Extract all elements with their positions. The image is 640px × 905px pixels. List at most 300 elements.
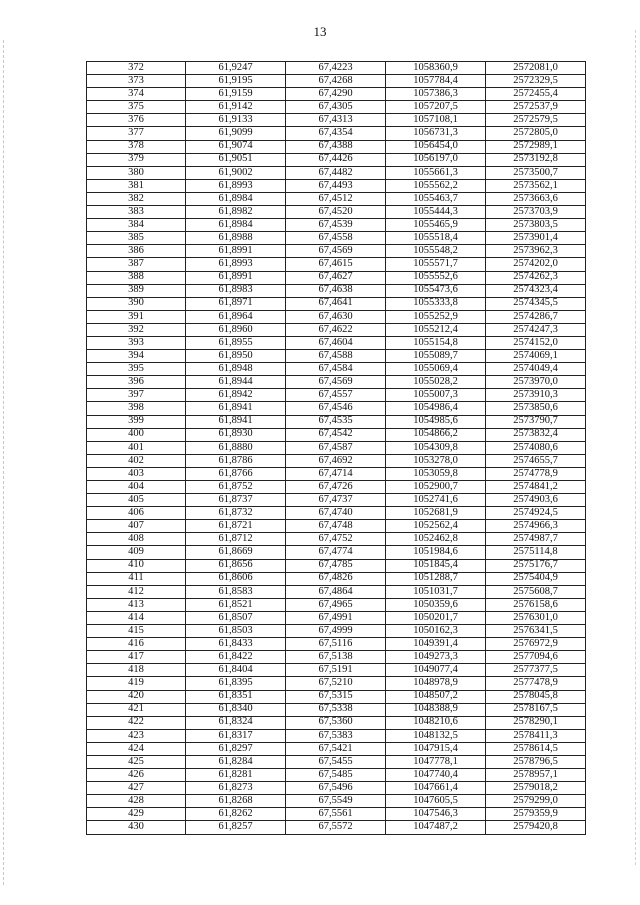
latitude-cell: 61,8656 bbox=[186, 559, 286, 572]
point-number-cell: 402 bbox=[87, 454, 186, 467]
y-coordinate-cell: 2572455,4 bbox=[486, 88, 586, 101]
x-coordinate-cell: 1054986,4 bbox=[386, 402, 486, 415]
table-row bbox=[87, 284, 586, 297]
y-coordinate-cell: 2574987,7 bbox=[486, 533, 586, 546]
x-coordinate-cell: 1057784,4 bbox=[386, 75, 486, 88]
scan-edge-left bbox=[3, 40, 4, 885]
table-row bbox=[87, 389, 586, 402]
table-row bbox=[87, 559, 586, 572]
point-number-cell: 390 bbox=[87, 297, 186, 310]
table-row bbox=[87, 441, 586, 454]
point-number-cell: 379 bbox=[87, 153, 186, 166]
y-coordinate-cell: 2577094,6 bbox=[486, 651, 586, 664]
latitude-cell: 61,9074 bbox=[186, 140, 286, 153]
latitude-cell: 61,8351 bbox=[186, 690, 286, 703]
x-coordinate-cell: 1049273,3 bbox=[386, 651, 486, 664]
longitude-cell: 67,4588 bbox=[286, 350, 386, 363]
y-coordinate-cell: 2574924,5 bbox=[486, 507, 586, 520]
x-coordinate-cell: 1055465,9 bbox=[386, 219, 486, 232]
table-row bbox=[87, 415, 586, 428]
table-row bbox=[87, 219, 586, 232]
table-row bbox=[87, 769, 586, 782]
table-row bbox=[87, 467, 586, 480]
latitude-cell: 61,8941 bbox=[186, 415, 286, 428]
x-coordinate-cell: 1056731,3 bbox=[386, 127, 486, 140]
y-coordinate-cell: 2574655,7 bbox=[486, 454, 586, 467]
table-row bbox=[87, 742, 586, 755]
table-row bbox=[87, 677, 586, 690]
latitude-cell: 61,8984 bbox=[186, 219, 286, 232]
longitude-cell: 67,5383 bbox=[286, 729, 386, 742]
point-number-cell: 423 bbox=[87, 729, 186, 742]
table-row bbox=[87, 206, 586, 219]
point-number-cell: 394 bbox=[87, 350, 186, 363]
y-coordinate-cell: 2574966,3 bbox=[486, 520, 586, 533]
y-coordinate-cell: 2572081,0 bbox=[486, 62, 586, 75]
x-coordinate-cell: 1047915,4 bbox=[386, 742, 486, 755]
x-coordinate-cell: 1055473,6 bbox=[386, 284, 486, 297]
latitude-cell: 61,8606 bbox=[186, 572, 286, 585]
table-row bbox=[87, 716, 586, 729]
latitude-cell: 61,8964 bbox=[186, 310, 286, 323]
x-coordinate-cell: 1051031,7 bbox=[386, 585, 486, 598]
y-coordinate-cell: 2574202,0 bbox=[486, 258, 586, 271]
longitude-cell: 67,4546 bbox=[286, 402, 386, 415]
table-row bbox=[87, 101, 586, 114]
point-number-cell: 420 bbox=[87, 690, 186, 703]
y-coordinate-cell: 2574323,4 bbox=[486, 284, 586, 297]
point-number-cell: 427 bbox=[87, 782, 186, 795]
y-coordinate-cell: 2573962,3 bbox=[486, 245, 586, 258]
latitude-cell: 61,8737 bbox=[186, 494, 286, 507]
latitude-cell: 61,8317 bbox=[186, 729, 286, 742]
x-coordinate-cell: 1052741,6 bbox=[386, 494, 486, 507]
longitude-cell: 67,4714 bbox=[286, 467, 386, 480]
x-coordinate-cell: 1054866,2 bbox=[386, 428, 486, 441]
y-coordinate-cell: 2575608,7 bbox=[486, 585, 586, 598]
x-coordinate-cell: 1049391,4 bbox=[386, 638, 486, 651]
point-number-cell: 407 bbox=[87, 520, 186, 533]
longitude-cell: 67,5561 bbox=[286, 808, 386, 821]
table-row bbox=[87, 428, 586, 441]
longitude-cell: 67,5191 bbox=[286, 664, 386, 677]
latitude-cell: 61,8983 bbox=[186, 284, 286, 297]
latitude-cell: 61,8766 bbox=[186, 467, 286, 480]
table-row bbox=[87, 625, 586, 638]
point-number-cell: 424 bbox=[87, 742, 186, 755]
x-coordinate-cell: 1056454,0 bbox=[386, 140, 486, 153]
latitude-cell: 61,8941 bbox=[186, 402, 286, 415]
point-number-cell: 391 bbox=[87, 310, 186, 323]
x-coordinate-cell: 1052462,8 bbox=[386, 533, 486, 546]
longitude-cell: 67,4305 bbox=[286, 101, 386, 114]
x-coordinate-cell: 1058360,9 bbox=[386, 62, 486, 75]
point-number-cell: 416 bbox=[87, 638, 186, 651]
point-number-cell: 415 bbox=[87, 625, 186, 638]
point-number-cell: 397 bbox=[87, 389, 186, 402]
x-coordinate-cell: 1055518,4 bbox=[386, 232, 486, 245]
latitude-cell: 61,8721 bbox=[186, 520, 286, 533]
x-coordinate-cell: 1055552,6 bbox=[386, 271, 486, 284]
x-coordinate-cell: 1048978,9 bbox=[386, 677, 486, 690]
x-coordinate-cell: 1048210,6 bbox=[386, 716, 486, 729]
point-number-cell: 422 bbox=[87, 716, 186, 729]
point-number-cell: 386 bbox=[87, 245, 186, 258]
table-row bbox=[87, 297, 586, 310]
coordinates-table bbox=[86, 61, 586, 835]
x-coordinate-cell: 1055007,3 bbox=[386, 389, 486, 402]
point-number-cell: 383 bbox=[87, 206, 186, 219]
x-coordinate-cell: 1057386,3 bbox=[386, 88, 486, 101]
table-row bbox=[87, 245, 586, 258]
y-coordinate-cell: 2573192,8 bbox=[486, 153, 586, 166]
table-row bbox=[87, 153, 586, 166]
point-number-cell: 389 bbox=[87, 284, 186, 297]
table-row bbox=[87, 376, 586, 389]
latitude-cell: 61,8268 bbox=[186, 795, 286, 808]
coordinates-table-body bbox=[87, 62, 586, 835]
longitude-cell: 67,4999 bbox=[286, 625, 386, 638]
y-coordinate-cell: 2578796,5 bbox=[486, 755, 586, 768]
table-row bbox=[87, 664, 586, 677]
y-coordinate-cell: 2576341,5 bbox=[486, 625, 586, 638]
x-coordinate-cell: 1053059,8 bbox=[386, 467, 486, 480]
longitude-cell: 67,5549 bbox=[286, 795, 386, 808]
point-number-cell: 392 bbox=[87, 323, 186, 336]
point-number-cell: 376 bbox=[87, 114, 186, 127]
longitude-cell: 67,4268 bbox=[286, 75, 386, 88]
longitude-cell: 67,5116 bbox=[286, 638, 386, 651]
table-row bbox=[87, 795, 586, 808]
table-row bbox=[87, 166, 586, 179]
y-coordinate-cell: 2574778,9 bbox=[486, 467, 586, 480]
point-number-cell: 404 bbox=[87, 481, 186, 494]
longitude-cell: 67,4512 bbox=[286, 192, 386, 205]
x-coordinate-cell: 1055562,2 bbox=[386, 179, 486, 192]
point-number-cell: 408 bbox=[87, 533, 186, 546]
longitude-cell: 67,5338 bbox=[286, 703, 386, 716]
latitude-cell: 61,8948 bbox=[186, 363, 286, 376]
y-coordinate-cell: 2578411,3 bbox=[486, 729, 586, 742]
latitude-cell: 61,9133 bbox=[186, 114, 286, 127]
longitude-cell: 67,4740 bbox=[286, 507, 386, 520]
y-coordinate-cell: 2573703,9 bbox=[486, 206, 586, 219]
x-coordinate-cell: 1055548,2 bbox=[386, 245, 486, 258]
longitude-cell: 67,5360 bbox=[286, 716, 386, 729]
table-row bbox=[87, 402, 586, 415]
y-coordinate-cell: 2574069,1 bbox=[486, 350, 586, 363]
table-row bbox=[87, 494, 586, 507]
longitude-cell: 67,4584 bbox=[286, 363, 386, 376]
point-number-cell: 388 bbox=[87, 271, 186, 284]
table-row bbox=[87, 808, 586, 821]
table-row bbox=[87, 572, 586, 585]
point-number-cell: 374 bbox=[87, 88, 186, 101]
latitude-cell: 61,9099 bbox=[186, 127, 286, 140]
page-number: 13 bbox=[313, 24, 327, 39]
latitude-cell: 61,8583 bbox=[186, 585, 286, 598]
y-coordinate-cell: 2578167,5 bbox=[486, 703, 586, 716]
table-row bbox=[87, 481, 586, 494]
point-number-cell: 373 bbox=[87, 75, 186, 88]
y-coordinate-cell: 2576158,6 bbox=[486, 598, 586, 611]
point-number-cell: 413 bbox=[87, 598, 186, 611]
longitude-cell: 67,4726 bbox=[286, 481, 386, 494]
longitude-cell: 67,4785 bbox=[286, 559, 386, 572]
point-number-cell: 425 bbox=[87, 755, 186, 768]
latitude-cell: 61,9159 bbox=[186, 88, 286, 101]
longitude-cell: 67,4388 bbox=[286, 140, 386, 153]
latitude-cell: 61,8422 bbox=[186, 651, 286, 664]
longitude-cell: 67,4752 bbox=[286, 533, 386, 546]
x-coordinate-cell: 1048132,5 bbox=[386, 729, 486, 742]
y-coordinate-cell: 2573850,6 bbox=[486, 402, 586, 415]
x-coordinate-cell: 1055028,2 bbox=[386, 376, 486, 389]
y-coordinate-cell: 2572329,5 bbox=[486, 75, 586, 88]
point-number-cell: 414 bbox=[87, 611, 186, 624]
latitude-cell: 61,8503 bbox=[186, 625, 286, 638]
point-number-cell: 396 bbox=[87, 376, 186, 389]
y-coordinate-cell: 2572579,5 bbox=[486, 114, 586, 127]
point-number-cell: 419 bbox=[87, 677, 186, 690]
y-coordinate-cell: 2574049,4 bbox=[486, 363, 586, 376]
x-coordinate-cell: 1055661,3 bbox=[386, 166, 486, 179]
table-row bbox=[87, 533, 586, 546]
latitude-cell: 61,8507 bbox=[186, 611, 286, 624]
latitude-cell: 61,8971 bbox=[186, 297, 286, 310]
longitude-cell: 67,4615 bbox=[286, 258, 386, 271]
point-number-cell: 382 bbox=[87, 192, 186, 205]
table-row bbox=[87, 336, 586, 349]
table-row bbox=[87, 651, 586, 664]
point-number-cell: 398 bbox=[87, 402, 186, 415]
latitude-cell: 61,8284 bbox=[186, 755, 286, 768]
y-coordinate-cell: 2574152,0 bbox=[486, 336, 586, 349]
longitude-cell: 67,4493 bbox=[286, 179, 386, 192]
table-row bbox=[87, 363, 586, 376]
point-number-cell: 421 bbox=[87, 703, 186, 716]
latitude-cell: 61,9002 bbox=[186, 166, 286, 179]
longitude-cell: 67,4539 bbox=[286, 219, 386, 232]
latitude-cell: 61,8521 bbox=[186, 598, 286, 611]
table-row bbox=[87, 350, 586, 363]
y-coordinate-cell: 2573803,5 bbox=[486, 219, 586, 232]
longitude-cell: 67,5455 bbox=[286, 755, 386, 768]
point-number-cell: 380 bbox=[87, 166, 186, 179]
longitude-cell: 67,4641 bbox=[286, 297, 386, 310]
x-coordinate-cell: 1047778,1 bbox=[386, 755, 486, 768]
x-coordinate-cell: 1055154,8 bbox=[386, 336, 486, 349]
latitude-cell: 61,8942 bbox=[186, 389, 286, 402]
table-row bbox=[87, 546, 586, 559]
y-coordinate-cell: 2576301,0 bbox=[486, 611, 586, 624]
table-row bbox=[87, 62, 586, 75]
x-coordinate-cell: 1054309,8 bbox=[386, 441, 486, 454]
point-number-cell: 399 bbox=[87, 415, 186, 428]
longitude-cell: 67,4535 bbox=[286, 415, 386, 428]
latitude-cell: 61,8404 bbox=[186, 664, 286, 677]
point-number-cell: 393 bbox=[87, 336, 186, 349]
table-row bbox=[87, 88, 586, 101]
longitude-cell: 67,4520 bbox=[286, 206, 386, 219]
longitude-cell: 67,5485 bbox=[286, 769, 386, 782]
table-row bbox=[87, 310, 586, 323]
y-coordinate-cell: 2576972,9 bbox=[486, 638, 586, 651]
x-coordinate-cell: 1055212,4 bbox=[386, 323, 486, 336]
latitude-cell: 61,8960 bbox=[186, 323, 286, 336]
point-number-cell: 430 bbox=[87, 821, 186, 834]
y-coordinate-cell: 2575176,7 bbox=[486, 559, 586, 572]
latitude-cell: 61,8982 bbox=[186, 206, 286, 219]
y-coordinate-cell: 2573901,4 bbox=[486, 232, 586, 245]
y-coordinate-cell: 2573790,7 bbox=[486, 415, 586, 428]
longitude-cell: 67,4569 bbox=[286, 245, 386, 258]
y-coordinate-cell: 2577478,9 bbox=[486, 677, 586, 690]
y-coordinate-cell: 2574286,7 bbox=[486, 310, 586, 323]
latitude-cell: 61,8984 bbox=[186, 192, 286, 205]
longitude-cell: 67,5421 bbox=[286, 742, 386, 755]
longitude-cell: 67,4482 bbox=[286, 166, 386, 179]
point-number-cell: 426 bbox=[87, 769, 186, 782]
table-row bbox=[87, 703, 586, 716]
longitude-cell: 67,5210 bbox=[286, 677, 386, 690]
latitude-cell: 61,8262 bbox=[186, 808, 286, 821]
x-coordinate-cell: 1053278,0 bbox=[386, 454, 486, 467]
table-row bbox=[87, 454, 586, 467]
y-coordinate-cell: 2574262,3 bbox=[486, 271, 586, 284]
longitude-cell: 67,4604 bbox=[286, 336, 386, 349]
table-row bbox=[87, 75, 586, 88]
point-number-cell: 372 bbox=[87, 62, 186, 75]
longitude-cell: 67,4313 bbox=[286, 114, 386, 127]
latitude-cell: 61,8930 bbox=[186, 428, 286, 441]
table-row bbox=[87, 598, 586, 611]
latitude-cell: 61,9142 bbox=[186, 101, 286, 114]
longitude-cell: 67,4587 bbox=[286, 441, 386, 454]
x-coordinate-cell: 1051288,7 bbox=[386, 572, 486, 585]
latitude-cell: 61,8281 bbox=[186, 769, 286, 782]
table-row bbox=[87, 140, 586, 153]
latitude-cell: 61,8786 bbox=[186, 454, 286, 467]
x-coordinate-cell: 1055463,7 bbox=[386, 192, 486, 205]
x-coordinate-cell: 1055571,7 bbox=[386, 258, 486, 271]
x-coordinate-cell: 1050359,6 bbox=[386, 598, 486, 611]
table-row bbox=[87, 638, 586, 651]
table-row bbox=[87, 258, 586, 271]
longitude-cell: 67,4774 bbox=[286, 546, 386, 559]
point-number-cell: 417 bbox=[87, 651, 186, 664]
table-row bbox=[87, 323, 586, 336]
latitude-cell: 61,8732 bbox=[186, 507, 286, 520]
y-coordinate-cell: 2572805,0 bbox=[486, 127, 586, 140]
latitude-cell: 61,8944 bbox=[186, 376, 286, 389]
x-coordinate-cell: 1047661,4 bbox=[386, 782, 486, 795]
latitude-cell: 61,9247 bbox=[186, 62, 286, 75]
latitude-cell: 61,8433 bbox=[186, 638, 286, 651]
latitude-cell: 61,8712 bbox=[186, 533, 286, 546]
latitude-cell: 61,9195 bbox=[186, 75, 286, 88]
x-coordinate-cell: 1050201,7 bbox=[386, 611, 486, 624]
point-number-cell: 377 bbox=[87, 127, 186, 140]
x-coordinate-cell: 1047740,4 bbox=[386, 769, 486, 782]
longitude-cell: 67,4558 bbox=[286, 232, 386, 245]
latitude-cell: 61,8395 bbox=[186, 677, 286, 690]
x-coordinate-cell: 1051845,4 bbox=[386, 559, 486, 572]
y-coordinate-cell: 2578957,1 bbox=[486, 769, 586, 782]
y-coordinate-cell: 2573910,3 bbox=[486, 389, 586, 402]
x-coordinate-cell: 1055069,4 bbox=[386, 363, 486, 376]
table-row bbox=[87, 192, 586, 205]
point-number-cell: 385 bbox=[87, 232, 186, 245]
table-row bbox=[87, 690, 586, 703]
point-number-cell: 403 bbox=[87, 467, 186, 480]
y-coordinate-cell: 2573562,1 bbox=[486, 179, 586, 192]
longitude-cell: 67,4864 bbox=[286, 585, 386, 598]
x-coordinate-cell: 1048388,9 bbox=[386, 703, 486, 716]
longitude-cell: 67,4737 bbox=[286, 494, 386, 507]
x-coordinate-cell: 1047487,2 bbox=[386, 821, 486, 834]
longitude-cell: 67,4223 bbox=[286, 62, 386, 75]
point-number-cell: 411 bbox=[87, 572, 186, 585]
latitude-cell: 61,8297 bbox=[186, 742, 286, 755]
longitude-cell: 67,4638 bbox=[286, 284, 386, 297]
latitude-cell: 61,8950 bbox=[186, 350, 286, 363]
table-row bbox=[87, 782, 586, 795]
y-coordinate-cell: 2575114,8 bbox=[486, 546, 586, 559]
point-number-cell: 395 bbox=[87, 363, 186, 376]
x-coordinate-cell: 1057108,1 bbox=[386, 114, 486, 127]
longitude-cell: 67,4557 bbox=[286, 389, 386, 402]
table-row bbox=[87, 232, 586, 245]
table-row bbox=[87, 507, 586, 520]
x-coordinate-cell: 1057207,5 bbox=[386, 101, 486, 114]
latitude-cell: 61,8993 bbox=[186, 179, 286, 192]
y-coordinate-cell: 2579420,8 bbox=[486, 821, 586, 834]
latitude-cell: 61,8340 bbox=[186, 703, 286, 716]
longitude-cell: 67,5138 bbox=[286, 651, 386, 664]
point-number-cell: 381 bbox=[87, 179, 186, 192]
table-row bbox=[87, 611, 586, 624]
point-number-cell: 375 bbox=[87, 101, 186, 114]
scan-edge-right bbox=[635, 30, 636, 865]
y-coordinate-cell: 2572989,1 bbox=[486, 140, 586, 153]
longitude-cell: 67,4354 bbox=[286, 127, 386, 140]
table-row bbox=[87, 755, 586, 768]
y-coordinate-cell: 2574841,2 bbox=[486, 481, 586, 494]
point-number-cell: 384 bbox=[87, 219, 186, 232]
y-coordinate-cell: 2574247,3 bbox=[486, 323, 586, 336]
y-coordinate-cell: 2573832,4 bbox=[486, 428, 586, 441]
table-row bbox=[87, 520, 586, 533]
longitude-cell: 67,4290 bbox=[286, 88, 386, 101]
longitude-cell: 67,4630 bbox=[286, 310, 386, 323]
longitude-cell: 67,5315 bbox=[286, 690, 386, 703]
x-coordinate-cell: 1051984,6 bbox=[386, 546, 486, 559]
longitude-cell: 67,5496 bbox=[286, 782, 386, 795]
point-number-cell: 378 bbox=[87, 140, 186, 153]
x-coordinate-cell: 1047605,5 bbox=[386, 795, 486, 808]
latitude-cell: 61,8991 bbox=[186, 245, 286, 258]
latitude-cell: 61,8880 bbox=[186, 441, 286, 454]
longitude-cell: 67,4542 bbox=[286, 428, 386, 441]
x-coordinate-cell: 1056197,0 bbox=[386, 153, 486, 166]
latitude-cell: 61,8324 bbox=[186, 716, 286, 729]
point-number-cell: 418 bbox=[87, 664, 186, 677]
y-coordinate-cell: 2575404,9 bbox=[486, 572, 586, 585]
longitude-cell: 67,4569 bbox=[286, 376, 386, 389]
point-number-cell: 428 bbox=[87, 795, 186, 808]
point-number-cell: 406 bbox=[87, 507, 186, 520]
